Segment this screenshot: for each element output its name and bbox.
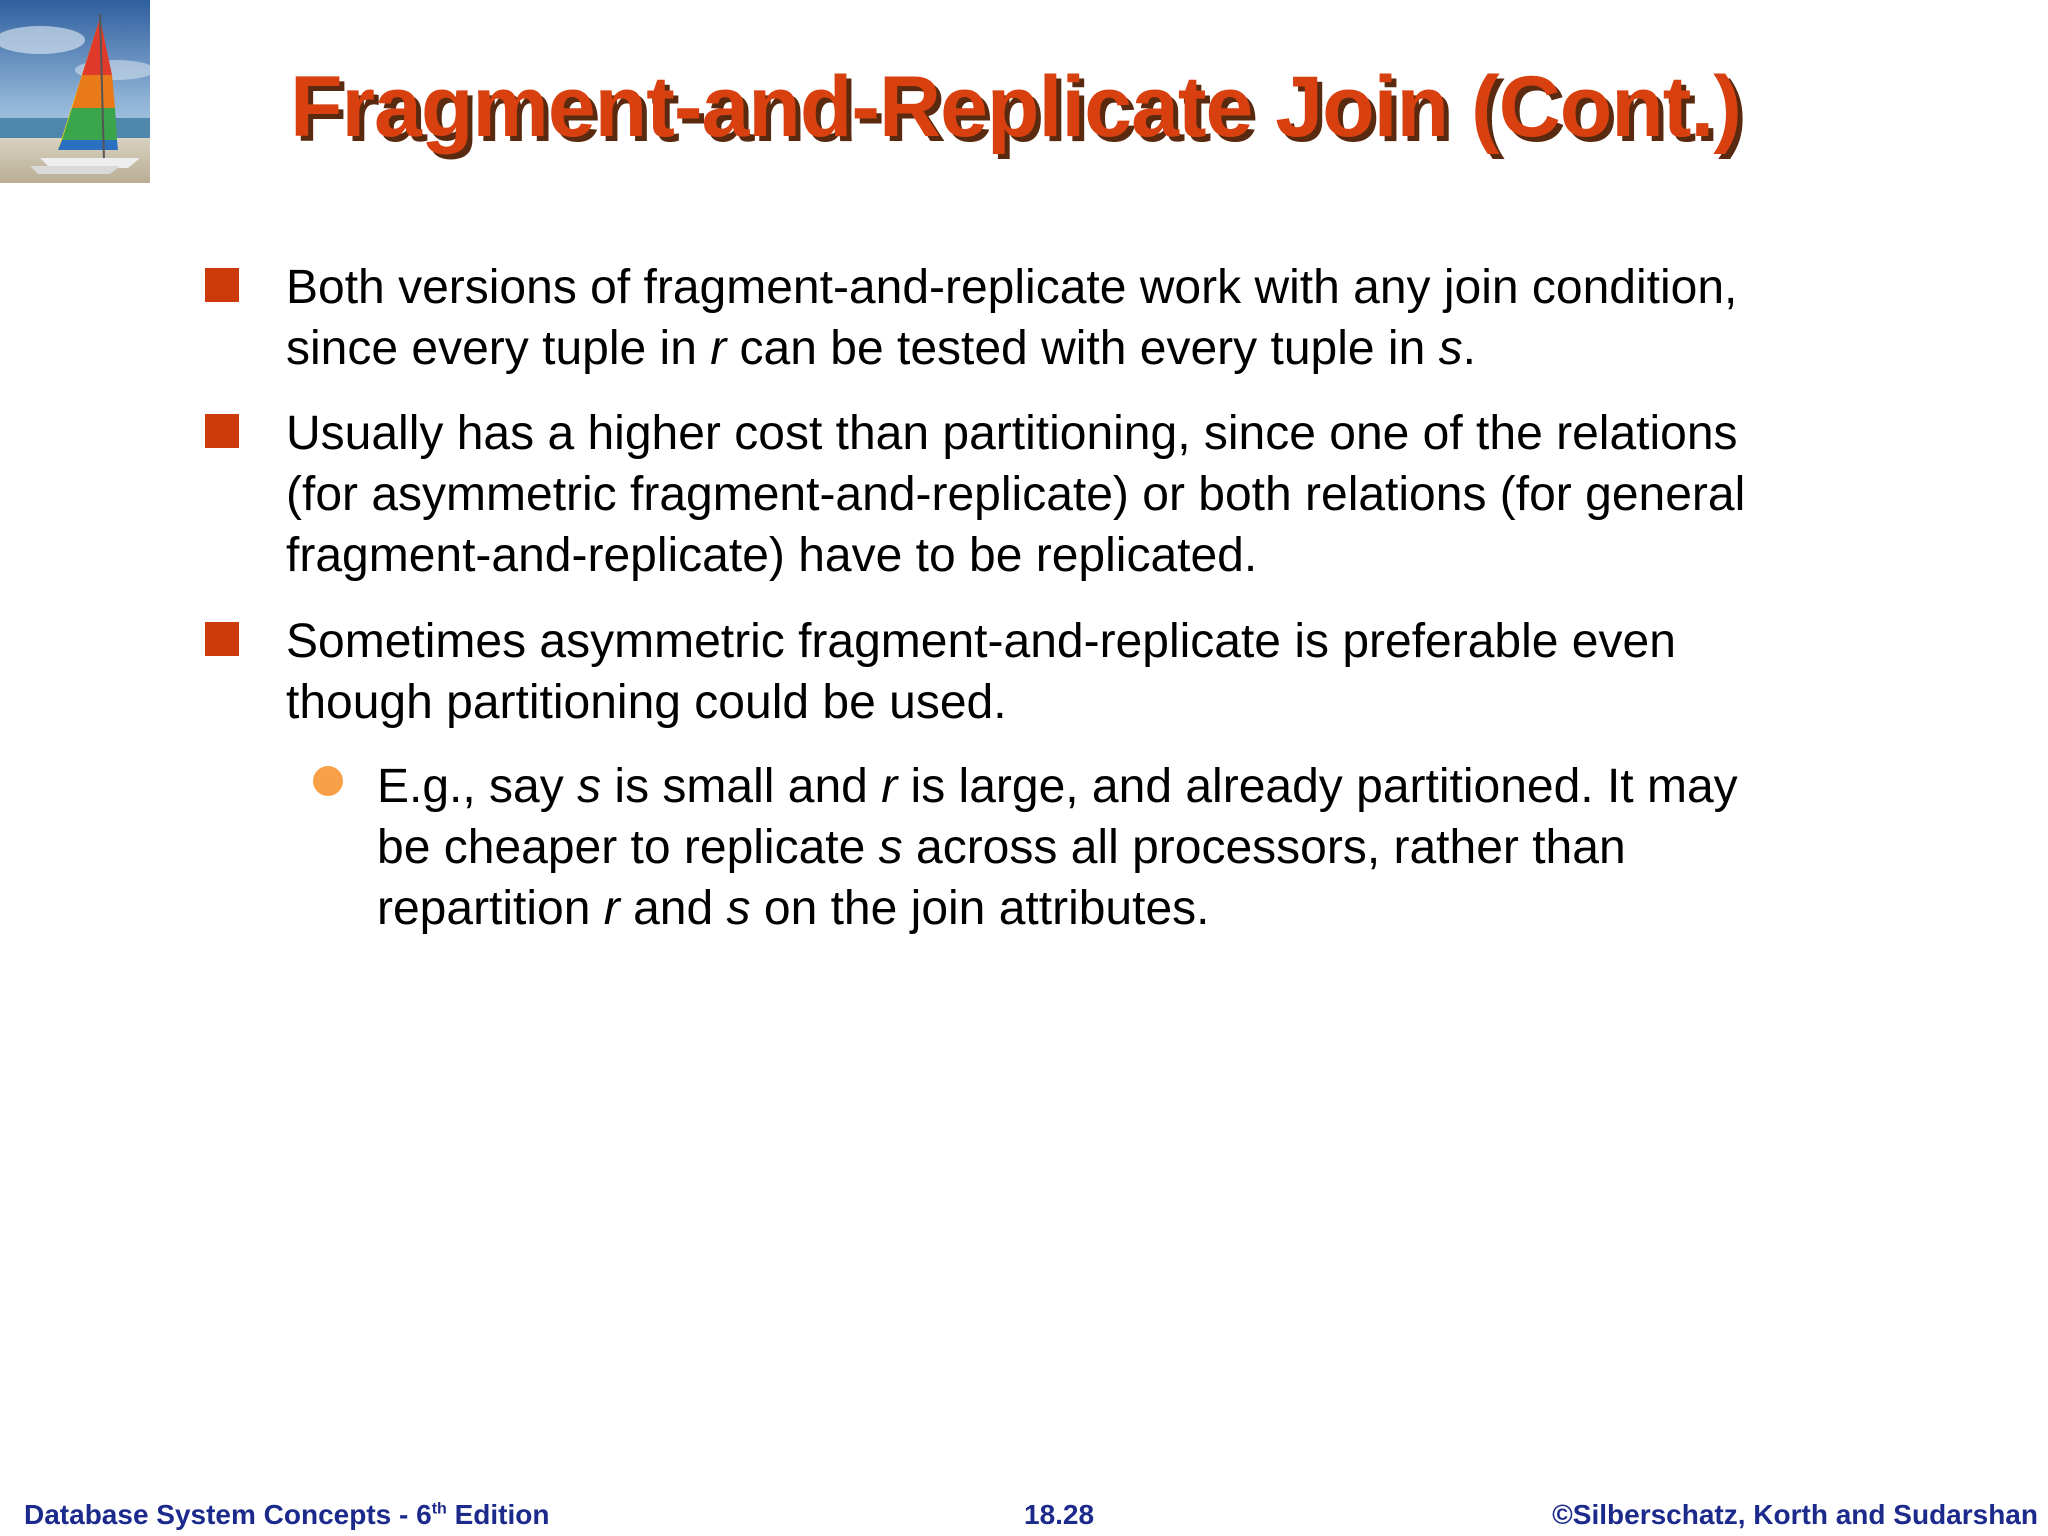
text-line (286, 318, 1737, 379)
text-run: is small and (601, 760, 882, 813)
round-bullet-icon (313, 766, 343, 796)
text-run: be cheaper to replicate (377, 821, 879, 874)
text-run: is large, and already partitioned. It may (897, 760, 1738, 813)
italic-var: s (577, 760, 602, 813)
text-run: (for asymmetric fragment-and-replicate) or both relations (for general (286, 468, 1746, 521)
text-run: can be tested with every tuple in (726, 322, 1439, 375)
text-run: Sometimes asymmetric fragment-and-replicate is preferable even (286, 615, 1676, 668)
text-run: Both versions of fragment-and-replicate work with any join condition, (286, 261, 1738, 314)
text-run: Usually has a higher cost than partitioning, since one of the relations (286, 407, 1738, 460)
text-run: on the join attributes. (750, 882, 1210, 935)
italic-var: r (710, 322, 727, 375)
square-bullet-icon (205, 414, 239, 448)
text-line (286, 403, 1745, 464)
footer-book-title: Database System Concepts - 6 (24, 1499, 432, 1530)
square-bullet-icon (205, 622, 239, 656)
text-line (286, 257, 1737, 318)
text-run: since every tuple in (286, 322, 711, 375)
footer-copyright: ©Silberschatz, Korth and Sudarshan (1552, 1499, 2038, 1530)
italic-var: s (726, 882, 751, 935)
text-line (377, 756, 1738, 817)
italic-var: r (881, 760, 898, 813)
text-run: E.g., say (377, 760, 578, 813)
text-run: though partitioning could be used. (286, 676, 1007, 729)
italic-var: s (1438, 322, 1463, 375)
bullet-text (286, 611, 1676, 733)
text-line (286, 611, 1676, 672)
italic-var: r (603, 882, 620, 935)
bullet-text (286, 257, 1737, 379)
text-run: and (619, 882, 727, 935)
text-line (377, 878, 1738, 939)
footer-slide-number: 18.28 (1024, 1499, 1095, 1530)
slide-title: Fragment-and-Replicate Join (Cont.) (290, 59, 1741, 155)
footer-edition: Edition (446, 1499, 550, 1530)
text-run: . (1462, 322, 1476, 375)
sub-bullet-text (377, 756, 1738, 939)
bullet-text (286, 403, 1745, 586)
text-run: repartition (377, 882, 604, 935)
text-run: across all processors, rather than (902, 821, 1626, 874)
text-line (286, 525, 1745, 586)
footer-left (24, 1498, 549, 1532)
text-run: fragment-and-replicate) have to be replicated. (286, 529, 1258, 582)
italic-var: s (878, 821, 903, 874)
square-bullet-icon (205, 268, 239, 302)
text-line (377, 817, 1738, 878)
sailboat-image (0, 0, 150, 183)
text-line (286, 464, 1745, 525)
text-line (286, 672, 1676, 733)
footer-edition-sup: th (431, 1500, 447, 1518)
